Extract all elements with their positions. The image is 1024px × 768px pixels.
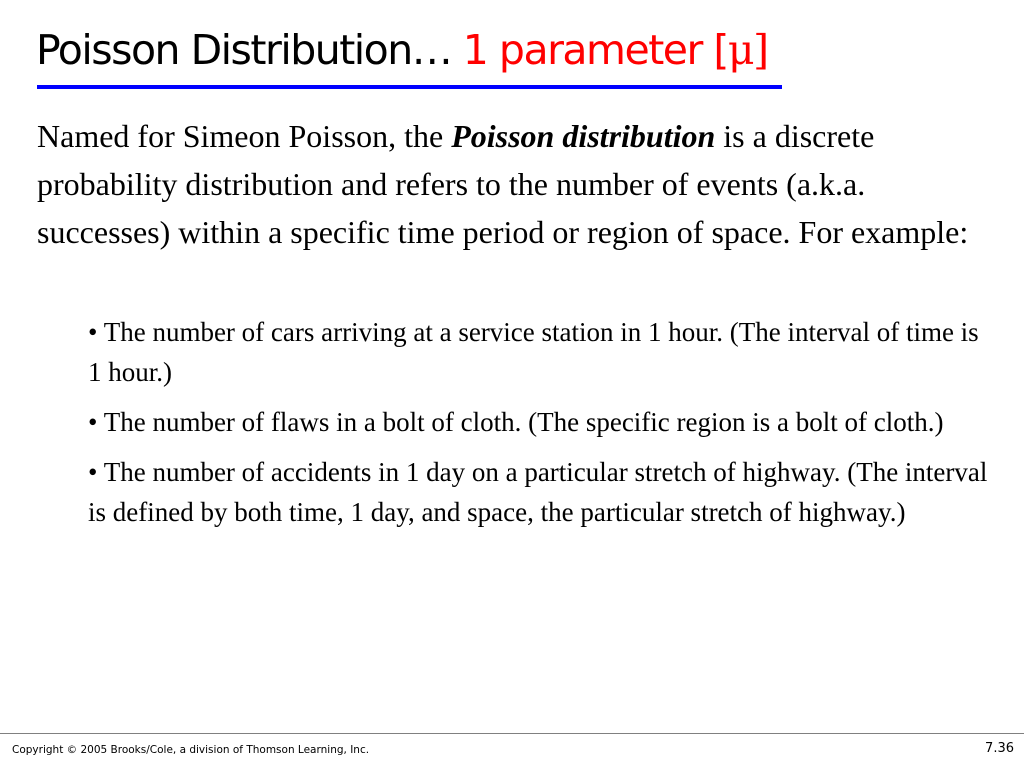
title-close-bracket: ]	[753, 26, 768, 74]
example-text: The number of accidents in 1 day on a particular stretch of highway. (The interval is defined by both time, 1 day, and space, the particular stretch of highway.)	[88, 457, 988, 527]
example-text: The number of cars arriving at a service station in 1 hour. (The interval of time is 1 hour.)	[88, 317, 979, 387]
example-list	[88, 312, 988, 542]
title-underline	[37, 85, 782, 89]
slide-title	[36, 22, 768, 78]
example-item-cars	[88, 312, 988, 392]
bullet-marker: •	[88, 457, 104, 487]
title-mu-symbol: μ	[727, 26, 754, 74]
intro-paragraph	[37, 112, 1002, 256]
example-text: The number of flaws in a bolt of cloth. (The specific region is a bolt of cloth.)	[103, 407, 944, 437]
example-item-highway	[88, 452, 988, 532]
title-parameter-label	[463, 26, 768, 74]
intro-text-after: is a discrete probability distribution and refers to the number of events (a.k.a. successes) within a specific time period or region of space. For example:	[37, 118, 969, 250]
copyright-notice: Copyright © 2005 Brooks/Cole, a division of Thomson Learning, Inc.	[12, 744, 370, 756]
title-main: Poisson Distribution…	[36, 26, 463, 74]
bullet-marker: •	[88, 407, 104, 437]
intro-text-before: Named for Simeon Poisson, the	[37, 118, 452, 154]
bullet-marker: •	[88, 317, 104, 347]
footer-divider	[0, 733, 1024, 734]
intro-term: Poisson distribution	[451, 118, 716, 154]
title-parameter-text: 1 parameter [	[462, 26, 728, 74]
slide-number: 7.36	[985, 741, 1014, 756]
example-item-cloth	[88, 402, 988, 442]
